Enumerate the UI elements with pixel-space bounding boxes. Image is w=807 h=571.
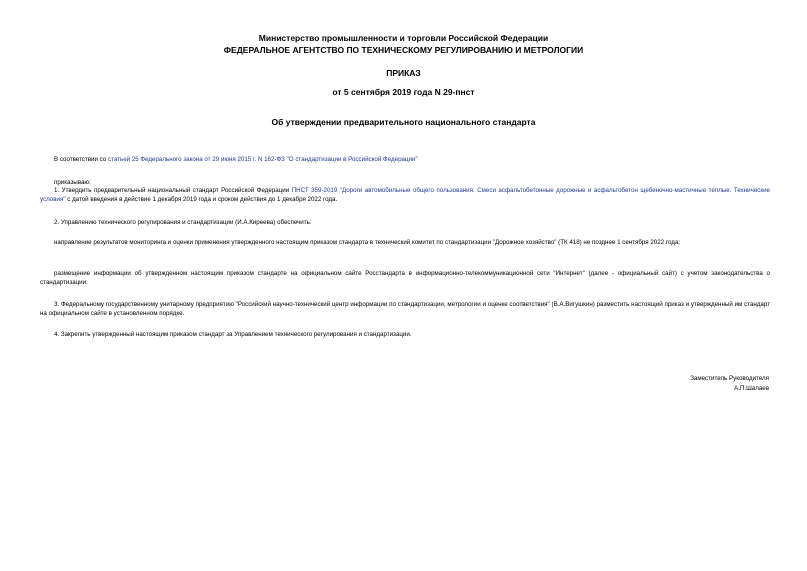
signature-name: А.П.Шалаев: [734, 385, 769, 392]
agency-title: ФЕДЕРАЛЬНОЕ АГЕНТСТВО ПО ТЕХНИЧЕСКОМУ РЕГУЛИРОВАНИЮ И МЕТРОЛОГИИ: [223, 45, 584, 55]
order-subject: Об утверждении предварительного национального стандарта: [271, 117, 536, 127]
preamble: [40, 155, 770, 164]
standard-link[interactable]: ПНСТ 359-2019 "Дороги автомобильные общего пользования. Смеси асфальтобетонные дорожные и асфальтобетон щебеночно-мастичные теплые. Технические условия": [40, 187, 770, 204]
preamble-lead: В соответствии со: [54, 156, 108, 163]
item-2-monitoring: направление результатов мониторинга и оценки применения утвержденного настоящим приказом стандарта в технический комитет по стандартизации "Дорожное хозяйство" (ТК 418) не позднее 1 сентября 2022 года;: [54, 239, 681, 246]
order-word: приказываю:: [54, 179, 91, 186]
item-1-post: с датой введения в действие 1 декабря 2019 года и сроком действия до 1 декабря 2022 года.: [65, 196, 338, 204]
order-date-number: от 5 сентября 2019 года N 29-пнст: [332, 87, 475, 97]
item-3: 3. Федеральному государственному унитарному предприятию "Российский научно-технический центр информации по стандартизации, метрологии и оценке соответствия" (В.А.Вигушкин) разместить настоящий приказ и утвержденный им стандарт на официальном сайте в установленном порядке.: [40, 301, 770, 318]
item-2-publication: размещение информации об утвержденном настоящим приказом стандарте на официальном сайте Росстандарта в информационно-телекоммуникационной сети "Интернет" (далее - официальный сайт) с учетом законодательства о стандартизации.: [40, 270, 770, 287]
item-1-pre: 1. Утвердить предварительный национальный стандарт Российской Федерации: [54, 187, 292, 194]
item-4: 4. Закрепить утвержденный настоящим приказом стандарт за Управлением технического регулирования и стандартизации.: [54, 331, 412, 338]
law-link[interactable]: статьей 25 Федерального закона от 29 июня 2015 г. N 162-ФЗ "О стандартизации в Российской Федерации": [107, 156, 418, 163]
ministry-title: Министерство промышленности и торговли Российской Федерации: [258, 33, 549, 43]
signature-position: Заместитель Руководителя: [690, 375, 769, 382]
item-1: [40, 186, 770, 205]
document-type: ПРИКАЗ: [386, 68, 421, 78]
item-2: 2. Управлению технического регулирования и стандартизации (И.А.Киреева) обеспечить:: [54, 219, 312, 226]
